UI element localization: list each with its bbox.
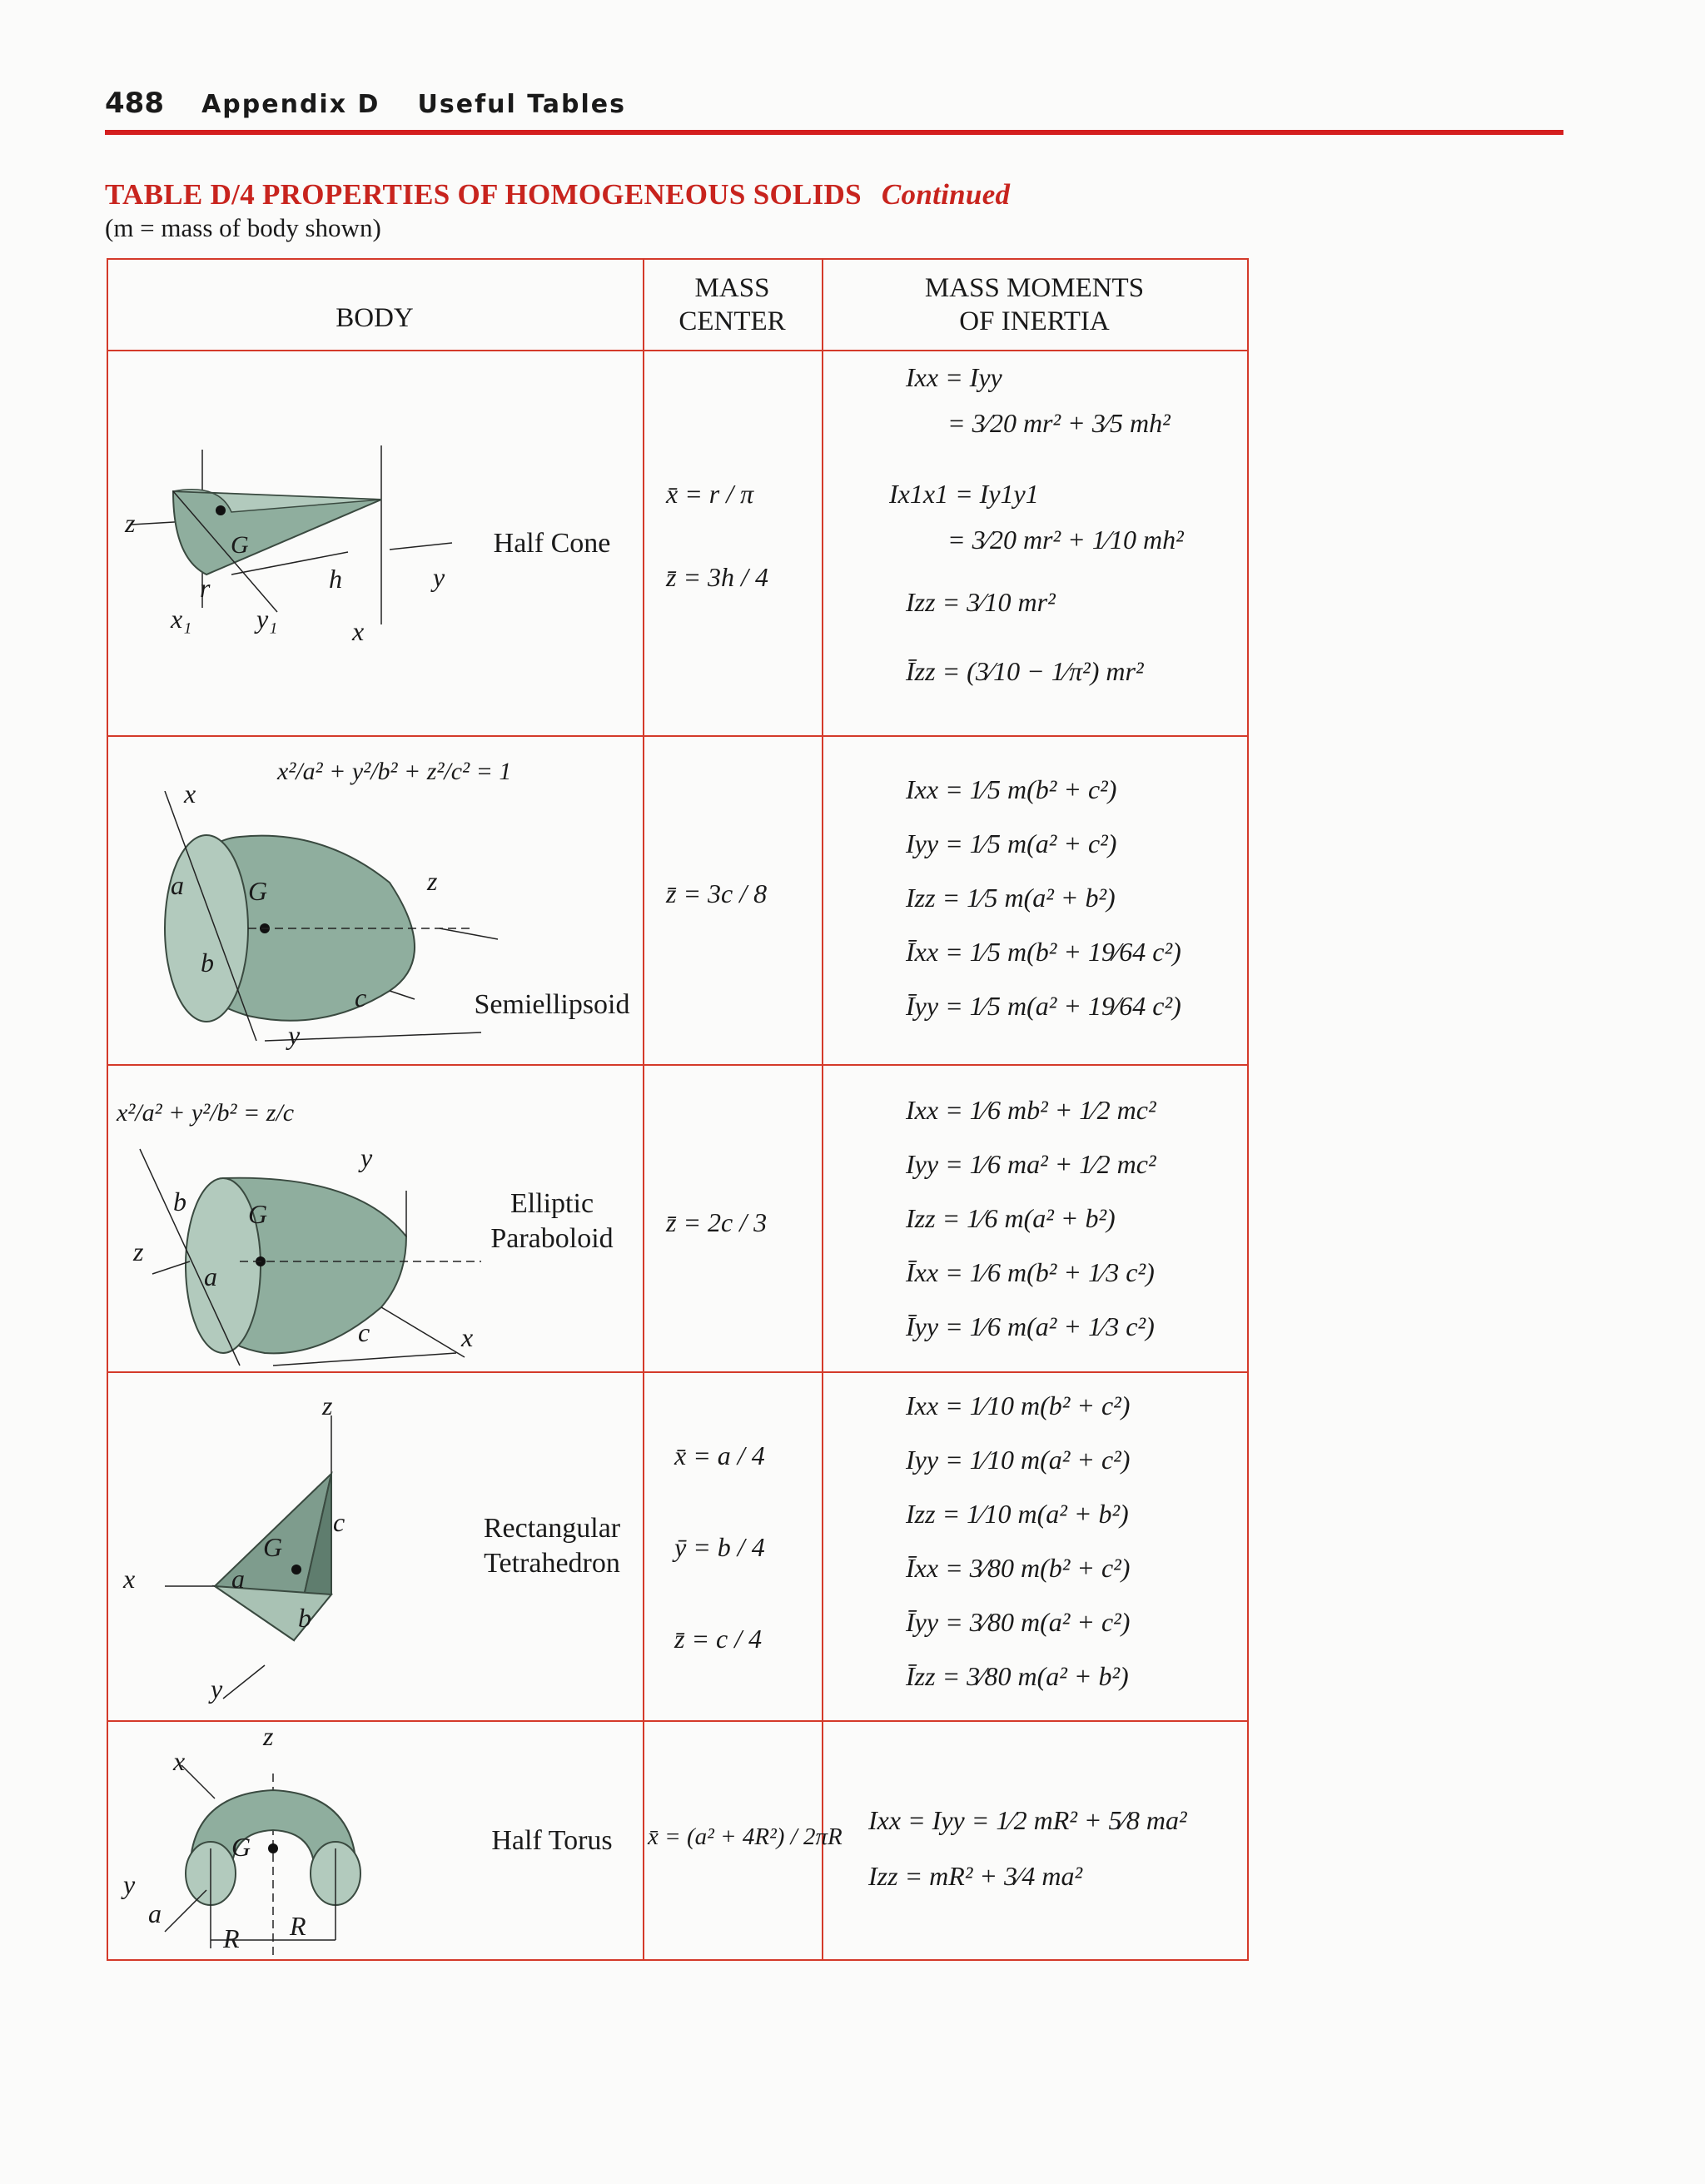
- label-a: a: [148, 1898, 162, 1928]
- label-z: z: [133, 1236, 144, 1266]
- header-mass-center-line1: MASS: [694, 273, 770, 303]
- label-G: G: [231, 531, 249, 559]
- moment-Iyy: Iyy = 1⁄5 m(a² + c²): [906, 828, 1117, 858]
- label-y: y: [123, 1869, 136, 1899]
- moment-Izz: Izz = 1⁄10 m(a² + b²): [906, 1499, 1129, 1529]
- moment-Ixx-value: = 3⁄20 mr² + 3⁄5 mh²: [947, 408, 1171, 438]
- mass-center-z: z̄ = c / 4: [674, 1624, 763, 1654]
- moment-Izz: Izz = 1⁄6 m(a² + b²): [906, 1203, 1116, 1233]
- moment-Iyy-bar: Īyy = 3⁄80 m(a² + c²): [906, 1607, 1131, 1637]
- body-name-half-torus: Half Torus: [491, 1825, 613, 1856]
- moment-Iyy-bar: Īyy = 1⁄5 m(a² + 19⁄64 c²): [906, 991, 1181, 1021]
- moment-Ixx: Ixx = 1⁄6 mb² + 1⁄2 mc²: [906, 1095, 1156, 1125]
- label-x: x: [123, 1564, 136, 1594]
- section-label: Useful Tables: [417, 90, 627, 119]
- label-x: x: [184, 779, 196, 808]
- body-name-half-cone: Half Cone: [493, 528, 611, 559]
- elliptic-paraboloid-figure: [132, 1141, 581, 1390]
- header-mass-center-line2: CENTER: [679, 306, 786, 336]
- label-r: r: [200, 573, 211, 603]
- label-x: x: [461, 1322, 474, 1352]
- header-moments: [822, 271, 1247, 338]
- table-continued: Continued: [881, 178, 1011, 211]
- running-head: [105, 87, 626, 120]
- row-divider: [107, 1720, 1249, 1722]
- label-G: G: [248, 876, 268, 906]
- label-x1: x₁: [171, 604, 192, 634]
- moment-Ixx-bar: Īxx = 1⁄5 m(b² + 19⁄64 c²): [906, 937, 1181, 967]
- mass-center-y: ȳ = b / 4: [674, 1532, 765, 1562]
- table-border: [107, 258, 1249, 260]
- header-body: BODY: [336, 303, 414, 333]
- label-R-left: R: [223, 1923, 240, 1953]
- body-name-tetrahedron: [465, 1511, 639, 1581]
- label-G: G: [263, 1532, 283, 1562]
- mass-center-z: z̄ = 3h / 4: [666, 562, 768, 592]
- label-a: a: [171, 870, 184, 900]
- appendix-label: Appendix D: [201, 90, 380, 119]
- mass-center-x: x̄ = r / π: [666, 479, 754, 509]
- moment-Izz: Izz = 1⁄5 m(a² + b²): [906, 883, 1116, 913]
- label-a: a: [204, 1261, 217, 1291]
- label-b: b: [201, 948, 214, 978]
- semiellipsoid-equation: x²/a² + y²/b² + z²/c² = 1: [277, 758, 512, 785]
- moment-Izz-bar: Īzz = 3⁄80 m(a² + b²): [906, 1661, 1129, 1691]
- moment-Izz: Izz = mR² + 3⁄4 ma²: [868, 1861, 1083, 1891]
- label-y: y: [288, 1020, 301, 1050]
- label-c: c: [333, 1507, 345, 1537]
- label-z: z: [427, 866, 438, 896]
- label-G: G: [231, 1832, 251, 1862]
- label-G: G: [248, 1199, 268, 1229]
- header-rule: [105, 130, 1563, 135]
- label-z: z: [125, 508, 136, 538]
- body-name-line2: Tetrahedron: [484, 1548, 620, 1579]
- table-note: (m = mass of body shown): [105, 213, 381, 242]
- label-a: a: [231, 1564, 245, 1594]
- label-z: z: [322, 1390, 333, 1420]
- moment-Izz-bar: Īzz = (3⁄10 − 1⁄π²) mr²: [906, 656, 1144, 686]
- moment-Iyy: Iyy = 1⁄10 m(a² + c²): [906, 1445, 1131, 1475]
- label-b: b: [298, 1603, 311, 1633]
- column-divider: [643, 258, 644, 1961]
- header-moments-line2: OF INERTIA: [959, 306, 1110, 336]
- body-name-line1: Rectangular: [483, 1513, 621, 1544]
- table-title-text: TABLE D/4 PROPERTIES OF HOMOGENEOUS SOLIDS: [105, 178, 862, 211]
- moment-Ixx-bar: Īxx = 1⁄6 m(b² + 1⁄3 c²): [906, 1257, 1155, 1287]
- body-name-line1: Elliptic: [510, 1188, 594, 1219]
- column-divider: [1247, 258, 1249, 1961]
- column-divider: [822, 258, 823, 1961]
- label-y1: y₁: [256, 604, 278, 634]
- label-x: x: [352, 616, 365, 646]
- moment-Ix1x1-Iy1y1: Ix1x1 = Iy1y1: [889, 479, 1039, 509]
- mass-center-z: z̄ = 2c / 3: [666, 1207, 768, 1237]
- moment-Ixx-Iyy: Ixx = Iyy = 1⁄2 mR² + 5⁄8 ma²: [868, 1805, 1187, 1835]
- label-y: y: [433, 562, 445, 592]
- mass-center-z: z̄ = 3c / 8: [666, 878, 768, 908]
- label-c: c: [355, 983, 367, 1012]
- moment-Ixx: Ixx = 1⁄10 m(b² + c²): [906, 1390, 1131, 1420]
- body-name-line2: Paraboloid: [490, 1223, 614, 1254]
- body-name-elliptic-paraboloid: [465, 1187, 639, 1256]
- label-y: y: [360, 1142, 373, 1172]
- header-mass-center: [643, 271, 822, 338]
- moment-Ixx-bar: Īxx = 3⁄80 m(b² + c²): [906, 1553, 1131, 1583]
- label-h: h: [329, 564, 342, 594]
- moment-Ixx: Ixx = 1⁄5 m(b² + c²): [906, 774, 1117, 804]
- mass-center-x: x̄ = (a² + 4R²) / 2πR: [648, 1823, 843, 1850]
- elliptic-paraboloid-equation: x²/a² + y²/b² = z/c: [117, 1099, 295, 1127]
- row-divider: [107, 350, 1249, 351]
- properties-table: [107, 258, 1249, 1961]
- moment-Izz: Izz = 3⁄10 mr²: [906, 587, 1056, 617]
- page-number: 488: [105, 87, 164, 120]
- body-name-semiellipsoid: Semiellipsoid: [474, 989, 630, 1020]
- label-x: x: [173, 1746, 186, 1776]
- table-title: [105, 178, 1010, 211]
- column-divider: [107, 258, 108, 1961]
- moment-Iyy: Iyy = 1⁄6 ma² + 1⁄2 mc²: [906, 1149, 1156, 1179]
- label-b: b: [173, 1187, 186, 1216]
- moment-Ixx-Iyy: Ixx = Iyy: [906, 362, 1002, 392]
- mass-center-x: x̄ = a / 4: [674, 1440, 765, 1470]
- label-z: z: [263, 1721, 274, 1751]
- semiellipsoid-figure: [140, 791, 573, 1066]
- label-y: y: [211, 1674, 223, 1704]
- moment-Iyy-bar: Īyy = 1⁄6 m(a² + 1⁄3 c²): [906, 1311, 1155, 1341]
- label-c: c: [358, 1317, 370, 1347]
- header-moments-line1: MASS MOMENTS: [924, 273, 1145, 303]
- moment-Ix1x1-value: = 3⁄20 mr² + 1⁄10 mh²: [947, 525, 1184, 555]
- label-R-right: R: [290, 1911, 306, 1941]
